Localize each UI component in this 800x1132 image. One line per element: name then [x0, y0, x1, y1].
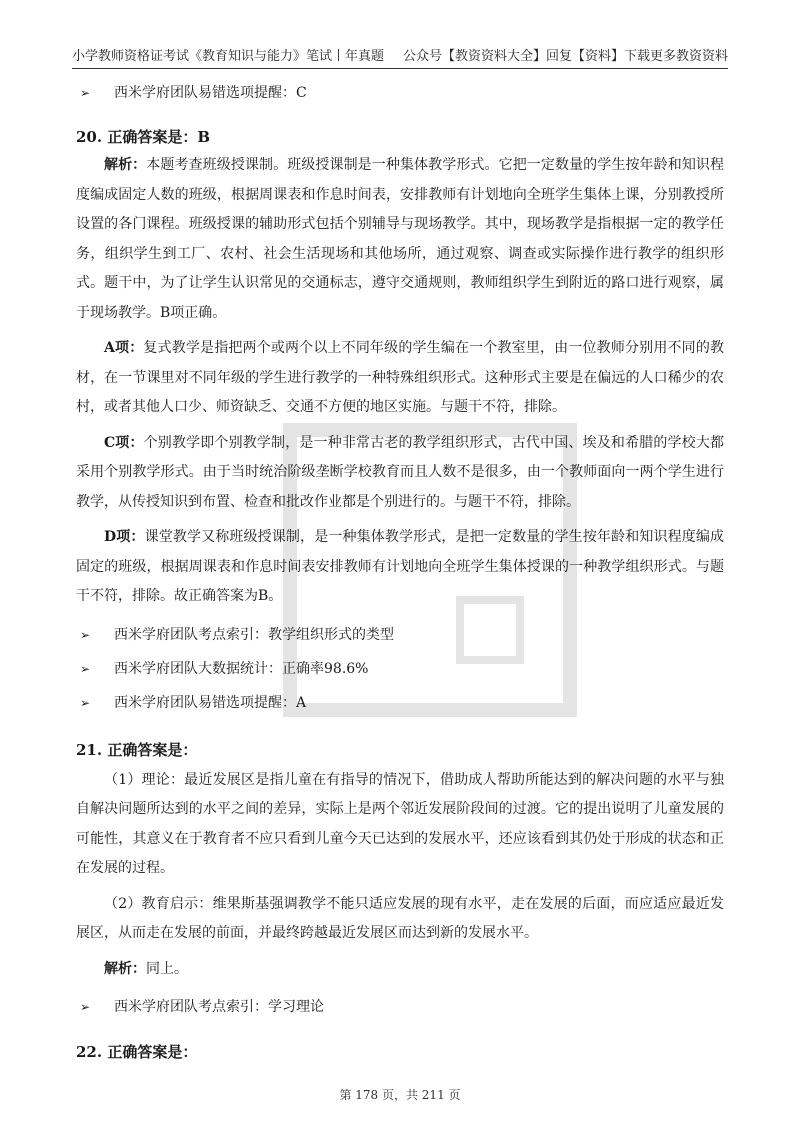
q21-analysis-label: 解析： [104, 960, 146, 977]
q20-bullet-text: 西米学府团队考点索引：教学组织形式的类型 [114, 626, 394, 643]
q21-paragraph-1: （1）理论：最近发展区是指儿童在有指导的情况下，借助成人帮助所能达到的解决问题的水平与独自解决问题所达到的水平之间的差异，实际上是两个邻近发展阶段间的过渡。它的提出说明了儿童发展的可能性，其意义在于教育者不应只看到儿童今天已达到的发展水平，还应该看到其仍处于形成的状态和正在发展的过程。 [76, 771, 724, 876]
list-item [76, 996, 724, 1018]
q20-bullet-text: 西米学府团队易错选项提醒：A [114, 694, 307, 711]
q20-option-c-label: C项： [104, 434, 144, 451]
q20-option-d-label: D项： [104, 529, 145, 545]
q20-bullet-text: 西米学府团队大数据统计：正确率98.6% [114, 660, 369, 677]
q20-option-c [76, 429, 724, 518]
q22-title: 22. 正确答案是： [76, 1043, 198, 1061]
list-item [76, 658, 724, 680]
q21-analysis-text: 同上。 [146, 960, 188, 977]
q21-bullet-text: 西米学府团队考点索引：学习理论 [114, 999, 324, 1015]
q20-option-a-label: A项： [104, 340, 144, 356]
q20-analysis-text: 本题考查班级授课制。班级授课制是一种集体教学形式。它把一定数量的学生按年龄和知识程度编成固定人数的班级，根据周课表和作息时间表，安排教师有计划地向全班学生集体上课，分别教授所设置的各门课程。班级授课的辅助形式包括个别辅导与现场教学。其中，现场教学是指根据一定的教学任务，组织学生到工厂、农村、社会生活现场和其他场所，通过观察、调查或实际操作进行教学的组织形式。题干中，为了让学生认识常见的交通标志，遵守交通规则，教师组织学生到附近的路口进行观察，属于现场教学。B项正确。 [76, 157, 724, 321]
q20-analysis [76, 151, 724, 328]
arrow-bullet-icon: ➢ [80, 627, 91, 642]
q21-title: 21. 正确答案是： [76, 740, 198, 759]
list-item [76, 692, 724, 714]
q20-option-c-text: 个别教学即个别教学制，是一种非常古老的教学组织形式，古代中国、埃及和希腊的学校大都采用个别教学形式。由于当时统治阶级垄断学校教育而且人数不是很多，由一个教师面向一两个学生进行教学，从传授知识到布置、检查和批改作业都是个别进行的。与题干不符，排除。 [76, 434, 724, 510]
q21-paragraph-2: （2）教育启示：维果斯基强调教学不能只适应发展的现有水平，走在发展的后面，而应适应最近发展区，从而走在发展的前面，并最终跨越最近发展区而达到新的发展水平。 [76, 895, 724, 941]
q20-analysis-label: 解析： [104, 157, 147, 173]
q20-option-d [76, 523, 724, 612]
header-right: 公众号【教资资料大全】回复【资料】下载更多教资资料 [402, 49, 728, 64]
arrow-bullet-icon: ➢ [80, 695, 91, 710]
page-footer: 第 178 页，共 211 页 [339, 1088, 461, 1102]
q21-analysis [76, 955, 724, 985]
arrow-bullet-icon: ➢ [80, 1000, 91, 1014]
page-header [72, 44, 728, 69]
q20-option-a-text: 复式教学是指把两个或两个以上不同年级的学生编在一个教室里，由一位教师分别用不同的教材，在一节课里对不同年级的学生进行教学的一种特殊组织形式。这种形式主要是在偏远的人口稀少的农村，或者其他人口少、师资缺乏、交通不方便的地区实施。与题干不符，排除。 [76, 340, 724, 415]
q20-title: 20. 正确答案是：B [76, 128, 210, 146]
arrow-bullet-icon: ➢ [80, 86, 91, 100]
top-bullet-text: 西米学府团队易错选项提醒：C [114, 85, 307, 101]
page-content [76, 80, 725, 1061]
q20-option-d-text: 课堂教学又称班级授课制，是一种集体教学形式，是把一定数量的学生按年龄和知识程度编成固定的班级，根据周课表和作息时间表安排教师有计划地向全班学生集体授课的一种教学组织形式。与题干不符，排除。故正确答案为B。 [76, 529, 725, 604]
list-item [76, 82, 724, 104]
q20-option-a [76, 334, 724, 423]
list-item [76, 624, 724, 646]
arrow-bullet-icon: ➢ [80, 661, 91, 676]
header-left: 小学教师资格证考试《教育知识与能力》笔试丨年真题 [72, 49, 385, 64]
